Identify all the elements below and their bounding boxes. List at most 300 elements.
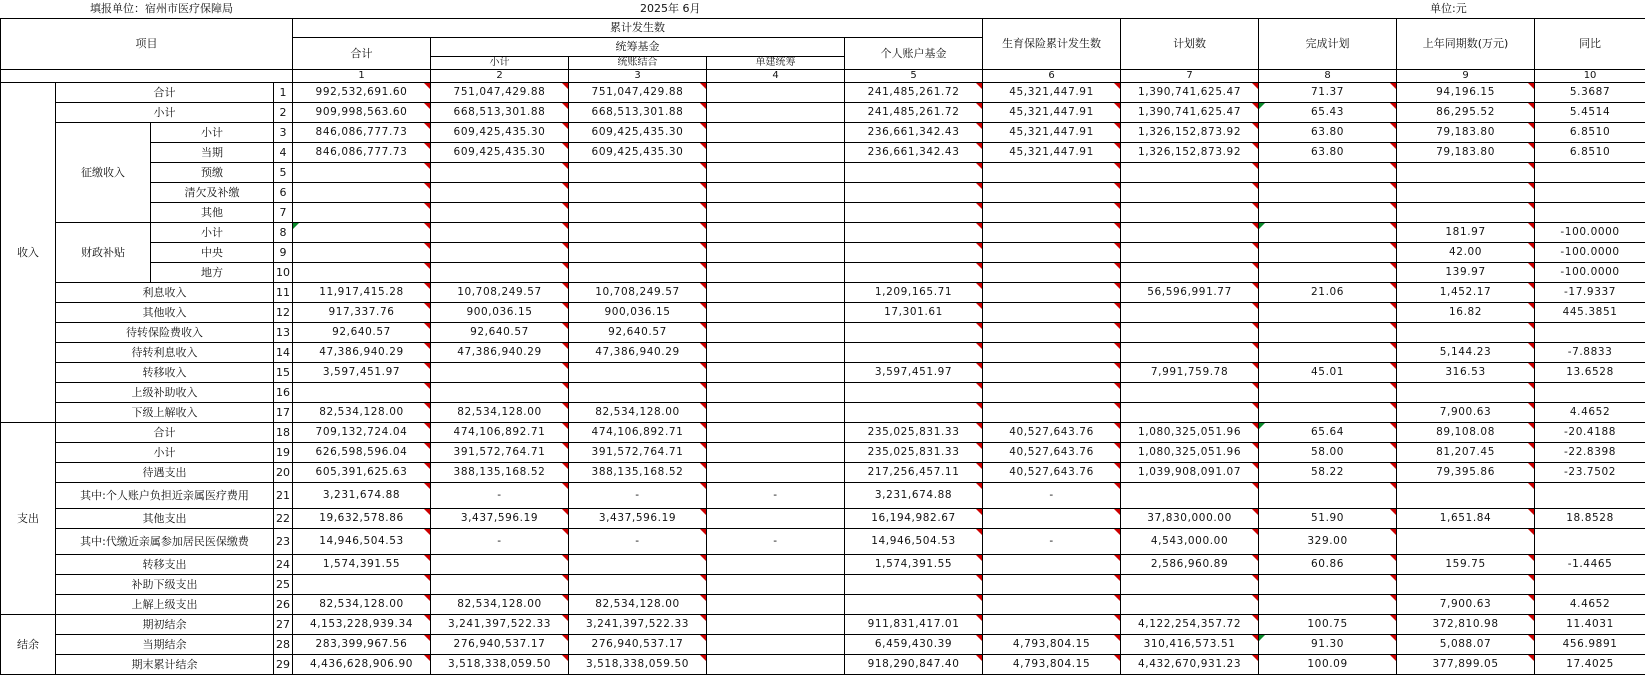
- data-cell[interactable]: 79,183.80: [1397, 143, 1535, 163]
- data-cell[interactable]: 89,108.08: [1397, 423, 1535, 443]
- data-cell[interactable]: 14,946,504.53: [293, 529, 431, 555]
- data-cell[interactable]: 40,527,643.76: [983, 463, 1121, 483]
- data-cell[interactable]: [1121, 595, 1259, 615]
- data-cell[interactable]: 4,122,254,357.72: [1121, 615, 1259, 635]
- data-cell[interactable]: -100.0000: [1535, 243, 1645, 263]
- data-cell[interactable]: [1397, 483, 1535, 509]
- data-cell[interactable]: [707, 83, 845, 103]
- data-cell[interactable]: 709,132,724.04: [293, 423, 431, 443]
- data-cell[interactable]: 388,135,168.52: [569, 463, 707, 483]
- data-cell[interactable]: 900,036.15: [431, 303, 569, 323]
- data-cell[interactable]: 5,144.23: [1397, 343, 1535, 363]
- data-cell[interactable]: [569, 223, 707, 243]
- data-cell[interactable]: [293, 243, 431, 263]
- data-cell[interactable]: [1259, 595, 1397, 615]
- row-label: 中央: [151, 243, 274, 263]
- data-cell[interactable]: [707, 655, 845, 675]
- data-cell[interactable]: [1259, 403, 1397, 423]
- data-cell[interactable]: [569, 243, 707, 263]
- data-cell[interactable]: [707, 323, 845, 343]
- data-cell[interactable]: 388,135,168.52: [431, 463, 569, 483]
- data-cell[interactable]: 372,810.98: [1397, 615, 1535, 635]
- data-cell[interactable]: [1397, 203, 1535, 223]
- data-cell[interactable]: [569, 575, 707, 595]
- data-cell[interactable]: 3,597,451.97: [293, 363, 431, 383]
- data-cell[interactable]: [1259, 343, 1397, 363]
- data-cell[interactable]: -22.8398: [1535, 443, 1645, 463]
- data-cell[interactable]: [1121, 183, 1259, 203]
- data-cell[interactable]: 17,301.61: [845, 303, 983, 323]
- data-cell[interactable]: 40,527,643.76: [983, 423, 1121, 443]
- data-cell[interactable]: 7,900.63: [1397, 595, 1535, 615]
- data-cell[interactable]: 82,534,128.00: [293, 403, 431, 423]
- data-cell[interactable]: [569, 383, 707, 403]
- data-cell[interactable]: -: [569, 483, 707, 509]
- data-cell[interactable]: [983, 263, 1121, 283]
- data-cell[interactable]: 21.06: [1259, 283, 1397, 303]
- data-cell[interactable]: 241,485,261.72: [845, 83, 983, 103]
- data-cell[interactable]: 241,485,261.72: [845, 103, 983, 123]
- data-cell[interactable]: [569, 555, 707, 575]
- data-cell[interactable]: [1121, 403, 1259, 423]
- data-cell[interactable]: [845, 343, 983, 363]
- data-cell[interactable]: [1535, 203, 1645, 223]
- data-cell[interactable]: [845, 575, 983, 595]
- data-cell[interactable]: 4.4652: [1535, 595, 1645, 615]
- data-cell[interactable]: [983, 223, 1121, 243]
- data-cell[interactable]: [707, 263, 845, 283]
- data-cell[interactable]: [983, 183, 1121, 203]
- data-cell[interactable]: 391,572,764.71: [569, 443, 707, 463]
- data-cell[interactable]: [983, 323, 1121, 343]
- column-index: 6: [983, 70, 1121, 83]
- data-cell[interactable]: -: [983, 529, 1121, 555]
- data-cell[interactable]: [707, 595, 845, 615]
- data-cell[interactable]: 4,436,628,906.90: [293, 655, 431, 675]
- data-cell[interactable]: -: [983, 483, 1121, 509]
- data-cell[interactable]: 626,598,596.04: [293, 443, 431, 463]
- data-cell[interactable]: 3,241,397,522.33: [431, 615, 569, 635]
- data-cell[interactable]: [1259, 263, 1397, 283]
- data-cell[interactable]: [1121, 323, 1259, 343]
- data-cell[interactable]: 4,543,000.00: [1121, 529, 1259, 555]
- data-cell[interactable]: 1,080,325,051.96: [1121, 443, 1259, 463]
- data-cell[interactable]: 42.00: [1397, 243, 1535, 263]
- data-cell[interactable]: [983, 303, 1121, 323]
- data-cell[interactable]: [293, 575, 431, 595]
- data-cell[interactable]: 217,256,457.11: [845, 463, 983, 483]
- data-cell[interactable]: 1,039,908,091.07: [1121, 463, 1259, 483]
- data-cell[interactable]: [1535, 575, 1645, 595]
- data-cell[interactable]: 7,991,759.78: [1121, 363, 1259, 383]
- data-cell[interactable]: 474,106,892.71: [569, 423, 707, 443]
- data-cell[interactable]: 82,534,128.00: [569, 403, 707, 423]
- data-cell[interactable]: [1121, 343, 1259, 363]
- data-cell[interactable]: 391,572,764.71: [431, 443, 569, 463]
- data-cell[interactable]: [707, 183, 845, 203]
- data-cell[interactable]: 45.01: [1259, 363, 1397, 383]
- data-cell[interactable]: 6,459,430.39: [845, 635, 983, 655]
- data-cell[interactable]: 16,194,982.67: [845, 509, 983, 529]
- data-cell[interactable]: 3,437,596.19: [569, 509, 707, 529]
- data-cell[interactable]: [983, 343, 1121, 363]
- data-cell[interactable]: [707, 143, 845, 163]
- data-cell[interactable]: [845, 403, 983, 423]
- data-cell[interactable]: [1259, 303, 1397, 323]
- data-cell[interactable]: 139.97: [1397, 263, 1535, 283]
- data-cell[interactable]: 377,899.05: [1397, 655, 1535, 675]
- data-cell[interactable]: -: [569, 529, 707, 555]
- data-cell[interactable]: [983, 509, 1121, 529]
- data-cell[interactable]: 4.4652: [1535, 403, 1645, 423]
- data-cell[interactable]: 900,036.15: [569, 303, 707, 323]
- data-cell[interactable]: 1,574,391.55: [293, 555, 431, 575]
- data-cell[interactable]: [707, 383, 845, 403]
- data-cell[interactable]: 56,596,991.77: [1121, 283, 1259, 303]
- data-cell[interactable]: [1121, 263, 1259, 283]
- data-cell[interactable]: 668,513,301.88: [431, 103, 569, 123]
- data-cell[interactable]: [707, 103, 845, 123]
- data-cell[interactable]: 10,708,249.57: [569, 283, 707, 303]
- data-cell[interactable]: [431, 163, 569, 183]
- data-cell[interactable]: 159.75: [1397, 555, 1535, 575]
- data-cell[interactable]: [983, 383, 1121, 403]
- data-cell[interactable]: 47,386,940.29: [431, 343, 569, 363]
- data-cell[interactable]: [1535, 529, 1645, 555]
- data-cell[interactable]: 445.3851: [1535, 303, 1645, 323]
- data-cell[interactable]: [1121, 223, 1259, 243]
- data-cell[interactable]: 47,386,940.29: [293, 343, 431, 363]
- data-cell[interactable]: [707, 423, 845, 443]
- data-cell[interactable]: 91.30: [1259, 635, 1397, 655]
- data-cell[interactable]: 276,940,537.17: [431, 635, 569, 655]
- data-cell[interactable]: [1121, 483, 1259, 509]
- data-cell[interactable]: [707, 509, 845, 529]
- data-cell[interactable]: 4,153,228,939.34: [293, 615, 431, 635]
- data-cell[interactable]: 17.4025: [1535, 655, 1645, 675]
- data-cell[interactable]: [431, 183, 569, 203]
- data-cell[interactable]: [431, 555, 569, 575]
- data-cell[interactable]: 1,209,165.71: [845, 283, 983, 303]
- data-cell[interactable]: 65.43: [1259, 103, 1397, 123]
- data-cell[interactable]: 40,527,643.76: [983, 443, 1121, 463]
- data-cell[interactable]: [707, 403, 845, 423]
- data-cell[interactable]: 3,597,451.97: [845, 363, 983, 383]
- data-cell[interactable]: 474,106,892.71: [431, 423, 569, 443]
- data-cell[interactable]: 45,321,447.91: [983, 143, 1121, 163]
- data-cell[interactable]: [431, 223, 569, 243]
- data-cell[interactable]: 235,025,831.33: [845, 443, 983, 463]
- data-cell[interactable]: [845, 263, 983, 283]
- data-cell[interactable]: -7.8833: [1535, 343, 1645, 363]
- data-cell[interactable]: [707, 123, 845, 143]
- data-cell[interactable]: 45,321,447.91: [983, 103, 1121, 123]
- data-cell[interactable]: -: [431, 529, 569, 555]
- data-cell[interactable]: 6.8510: [1535, 123, 1645, 143]
- data-cell[interactable]: 82,534,128.00: [569, 595, 707, 615]
- data-cell[interactable]: 11,917,415.28: [293, 283, 431, 303]
- data-cell[interactable]: 16.82: [1397, 303, 1535, 323]
- data-cell[interactable]: 310,416,573.51: [1121, 635, 1259, 655]
- data-cell[interactable]: 6.8510: [1535, 143, 1645, 163]
- group-balance: 结余: [1, 615, 56, 675]
- data-cell[interactable]: [431, 575, 569, 595]
- data-cell[interactable]: [707, 555, 845, 575]
- data-cell[interactable]: [707, 363, 845, 383]
- data-cell[interactable]: [293, 223, 431, 243]
- data-cell[interactable]: 181.97: [1397, 223, 1535, 243]
- data-cell[interactable]: 918,290,847.40: [845, 655, 983, 675]
- data-cell[interactable]: 609,425,435.30: [569, 123, 707, 143]
- data-cell[interactable]: 71.37: [1259, 83, 1397, 103]
- data-cell[interactable]: [1397, 575, 1535, 595]
- data-cell[interactable]: 609,425,435.30: [431, 143, 569, 163]
- data-cell[interactable]: [1121, 383, 1259, 403]
- data-cell[interactable]: 1,651.84: [1397, 509, 1535, 529]
- data-cell[interactable]: [569, 363, 707, 383]
- data-cell[interactable]: [293, 163, 431, 183]
- data-cell[interactable]: 1,390,741,625.47: [1121, 103, 1259, 123]
- data-cell[interactable]: [1259, 163, 1397, 183]
- data-cell[interactable]: [707, 283, 845, 303]
- data-cell[interactable]: [983, 403, 1121, 423]
- data-cell[interactable]: [1259, 483, 1397, 509]
- row-number: 14: [274, 343, 293, 363]
- data-cell[interactable]: [707, 163, 845, 183]
- data-cell[interactable]: [1259, 243, 1397, 263]
- data-cell[interactable]: 276,940,537.17: [569, 635, 707, 655]
- data-cell[interactable]: [707, 615, 845, 635]
- data-cell[interactable]: 92,640.57: [569, 323, 707, 343]
- data-cell[interactable]: 605,391,625.63: [293, 463, 431, 483]
- data-cell[interactable]: [707, 635, 845, 655]
- data-cell[interactable]: -: [707, 483, 845, 509]
- data-cell[interactable]: -: [431, 483, 569, 509]
- data-cell[interactable]: [707, 203, 845, 223]
- data-cell[interactable]: [569, 183, 707, 203]
- data-cell[interactable]: [1121, 575, 1259, 595]
- data-cell[interactable]: 283,399,967.56: [293, 635, 431, 655]
- data-cell[interactable]: 235,025,831.33: [845, 423, 983, 443]
- row-number: 13: [274, 323, 293, 343]
- data-cell[interactable]: [845, 383, 983, 403]
- data-cell[interactable]: 82,534,128.00: [431, 595, 569, 615]
- data-cell[interactable]: [1535, 323, 1645, 343]
- data-cell[interactable]: 13.6528: [1535, 363, 1645, 383]
- data-cell[interactable]: 3,518,338,059.50: [431, 655, 569, 675]
- data-cell[interactable]: 92,640.57: [431, 323, 569, 343]
- data-cell[interactable]: 236,661,342.43: [845, 143, 983, 163]
- data-cell[interactable]: 329.00: [1259, 529, 1397, 555]
- data-cell[interactable]: 917,337.76: [293, 303, 431, 323]
- data-cell[interactable]: 1,080,325,051.96: [1121, 423, 1259, 443]
- data-cell[interactable]: [707, 575, 845, 595]
- data-cell[interactable]: [707, 443, 845, 463]
- data-cell[interactable]: [983, 363, 1121, 383]
- data-cell[interactable]: [983, 615, 1121, 635]
- data-cell[interactable]: 3,241,397,522.33: [569, 615, 707, 635]
- data-cell[interactable]: 81,207.45: [1397, 443, 1535, 463]
- data-cell[interactable]: [707, 463, 845, 483]
- data-cell[interactable]: [1259, 203, 1397, 223]
- data-cell[interactable]: -23.7502: [1535, 463, 1645, 483]
- data-cell[interactable]: [983, 575, 1121, 595]
- data-cell[interactable]: 60.86: [1259, 555, 1397, 575]
- data-cell[interactable]: 10,708,249.57: [431, 283, 569, 303]
- data-cell[interactable]: [845, 163, 983, 183]
- data-cell[interactable]: 37,830,000.00: [1121, 509, 1259, 529]
- data-cell[interactable]: 2,586,960.89: [1121, 555, 1259, 575]
- data-cell[interactable]: 5,088.07: [1397, 635, 1535, 655]
- data-cell[interactable]: [1535, 183, 1645, 203]
- data-cell[interactable]: 65.64: [1259, 423, 1397, 443]
- data-cell[interactable]: [1397, 183, 1535, 203]
- data-cell[interactable]: [1121, 203, 1259, 223]
- data-cell[interactable]: [431, 383, 569, 403]
- data-cell[interactable]: 100.75: [1259, 615, 1397, 635]
- data-cell[interactable]: 1,326,152,873.92: [1121, 143, 1259, 163]
- data-cell[interactable]: 909,998,563.60: [293, 103, 431, 123]
- data-cell[interactable]: 4,432,670,931.23: [1121, 655, 1259, 675]
- data-cell[interactable]: 51.90: [1259, 509, 1397, 529]
- data-cell[interactable]: 316.53: [1397, 363, 1535, 383]
- data-cell[interactable]: [1259, 223, 1397, 243]
- data-cell[interactable]: 11.4031: [1535, 615, 1645, 635]
- data-cell[interactable]: 609,425,435.30: [431, 123, 569, 143]
- data-cell[interactable]: 82,534,128.00: [431, 403, 569, 423]
- data-cell[interactable]: 86,295.52: [1397, 103, 1535, 123]
- data-cell[interactable]: [845, 223, 983, 243]
- data-cell[interactable]: 100.09: [1259, 655, 1397, 675]
- data-cell[interactable]: 911,831,417.01: [845, 615, 983, 635]
- data-cell[interactable]: 4,793,804.15: [983, 635, 1121, 655]
- data-cell[interactable]: [569, 263, 707, 283]
- data-cell[interactable]: 63.80: [1259, 143, 1397, 163]
- data-cell[interactable]: [983, 243, 1121, 263]
- data-cell[interactable]: [293, 383, 431, 403]
- row-number: 21: [274, 483, 293, 509]
- data-cell[interactable]: 5.4514: [1535, 103, 1645, 123]
- data-cell[interactable]: [707, 343, 845, 363]
- data-cell[interactable]: 846,086,777.73: [293, 143, 431, 163]
- data-cell[interactable]: [845, 243, 983, 263]
- data-cell[interactable]: [707, 303, 845, 323]
- data-cell[interactable]: [845, 203, 983, 223]
- data-cell[interactable]: [1397, 323, 1535, 343]
- data-cell[interactable]: 236,661,342.43: [845, 123, 983, 143]
- data-cell[interactable]: [983, 163, 1121, 183]
- row-number: 6: [274, 183, 293, 203]
- data-cell[interactable]: [1535, 383, 1645, 403]
- data-cell[interactable]: 1,574,391.55: [845, 555, 983, 575]
- data-cell[interactable]: [845, 323, 983, 343]
- data-cell[interactable]: [1259, 383, 1397, 403]
- row-label: 其他支出: [56, 509, 274, 529]
- data-cell[interactable]: [1259, 183, 1397, 203]
- row-number: 25: [274, 575, 293, 595]
- data-cell[interactable]: 94,196.15: [1397, 83, 1535, 103]
- data-cell[interactable]: 3,231,674.88: [845, 483, 983, 509]
- data-cell[interactable]: -17.9337: [1535, 283, 1645, 303]
- data-cell[interactable]: [983, 595, 1121, 615]
- data-cell[interactable]: 3,437,596.19: [431, 509, 569, 529]
- data-cell[interactable]: [569, 163, 707, 183]
- data-cell[interactable]: 1,452.17: [1397, 283, 1535, 303]
- data-cell[interactable]: 63.80: [1259, 123, 1397, 143]
- data-cell[interactable]: 45,321,447.91: [983, 123, 1121, 143]
- data-cell[interactable]: -: [707, 529, 845, 555]
- data-cell[interactable]: [983, 203, 1121, 223]
- data-cell[interactable]: [983, 555, 1121, 575]
- data-cell[interactable]: 846,086,777.73: [293, 123, 431, 143]
- data-cell[interactable]: [431, 243, 569, 263]
- data-cell[interactable]: [293, 263, 431, 283]
- data-cell[interactable]: 4,793,804.15: [983, 655, 1121, 675]
- data-cell[interactable]: 5.3687: [1535, 83, 1645, 103]
- data-cell[interactable]: [569, 203, 707, 223]
- data-cell[interactable]: 668,513,301.88: [569, 103, 707, 123]
- data-cell[interactable]: 3,231,674.88: [293, 483, 431, 509]
- data-cell[interactable]: 18.8528: [1535, 509, 1645, 529]
- data-cell[interactable]: 1,326,152,873.92: [1121, 123, 1259, 143]
- data-cell[interactable]: 79,183.80: [1397, 123, 1535, 143]
- data-cell[interactable]: 45,321,447.91: [983, 83, 1121, 103]
- data-cell[interactable]: -1.4465: [1535, 555, 1645, 575]
- data-cell[interactable]: -100.0000: [1535, 263, 1645, 283]
- data-cell[interactable]: 7,900.63: [1397, 403, 1535, 423]
- data-cell[interactable]: [1397, 529, 1535, 555]
- data-cell[interactable]: [431, 263, 569, 283]
- data-cell[interactable]: [1259, 575, 1397, 595]
- row-number: 2: [274, 103, 293, 123]
- data-cell[interactable]: [1397, 163, 1535, 183]
- data-cell[interactable]: [1121, 303, 1259, 323]
- data-cell[interactable]: 92,640.57: [293, 323, 431, 343]
- data-cell[interactable]: -100.0000: [1535, 223, 1645, 243]
- data-cell[interactable]: 751,047,429.88: [431, 83, 569, 103]
- data-cell[interactable]: [431, 203, 569, 223]
- data-cell[interactable]: 47,386,940.29: [569, 343, 707, 363]
- data-cell[interactable]: [845, 595, 983, 615]
- data-cell[interactable]: 1,390,741,625.47: [1121, 83, 1259, 103]
- data-cell[interactable]: [1259, 323, 1397, 343]
- data-cell[interactable]: [1121, 243, 1259, 263]
- data-cell[interactable]: 79,395.86: [1397, 463, 1535, 483]
- data-cell[interactable]: [707, 223, 845, 243]
- data-cell[interactable]: -20.4188: [1535, 423, 1645, 443]
- data-cell[interactable]: 19,632,578.86: [293, 509, 431, 529]
- data-cell[interactable]: [293, 203, 431, 223]
- data-cell[interactable]: 82,534,128.00: [293, 595, 431, 615]
- data-cell[interactable]: [293, 183, 431, 203]
- data-cell[interactable]: [431, 363, 569, 383]
- data-cell[interactable]: [983, 283, 1121, 303]
- data-cell[interactable]: [845, 183, 983, 203]
- data-cell[interactable]: 992,532,691.60: [293, 83, 431, 103]
- data-cell[interactable]: [1535, 163, 1645, 183]
- data-cell[interactable]: 14,946,504.53: [845, 529, 983, 555]
- data-cell[interactable]: 456.9891: [1535, 635, 1645, 655]
- data-cell[interactable]: 609,425,435.30: [569, 143, 707, 163]
- data-cell[interactable]: 751,047,429.88: [569, 83, 707, 103]
- data-cell[interactable]: [1121, 163, 1259, 183]
- data-cell[interactable]: 58.22: [1259, 463, 1397, 483]
- data-cell[interactable]: [1397, 383, 1535, 403]
- data-cell[interactable]: [1535, 483, 1645, 509]
- data-cell[interactable]: 3,518,338,059.50: [569, 655, 707, 675]
- data-cell[interactable]: [707, 243, 845, 263]
- data-cell[interactable]: 58.00: [1259, 443, 1397, 463]
